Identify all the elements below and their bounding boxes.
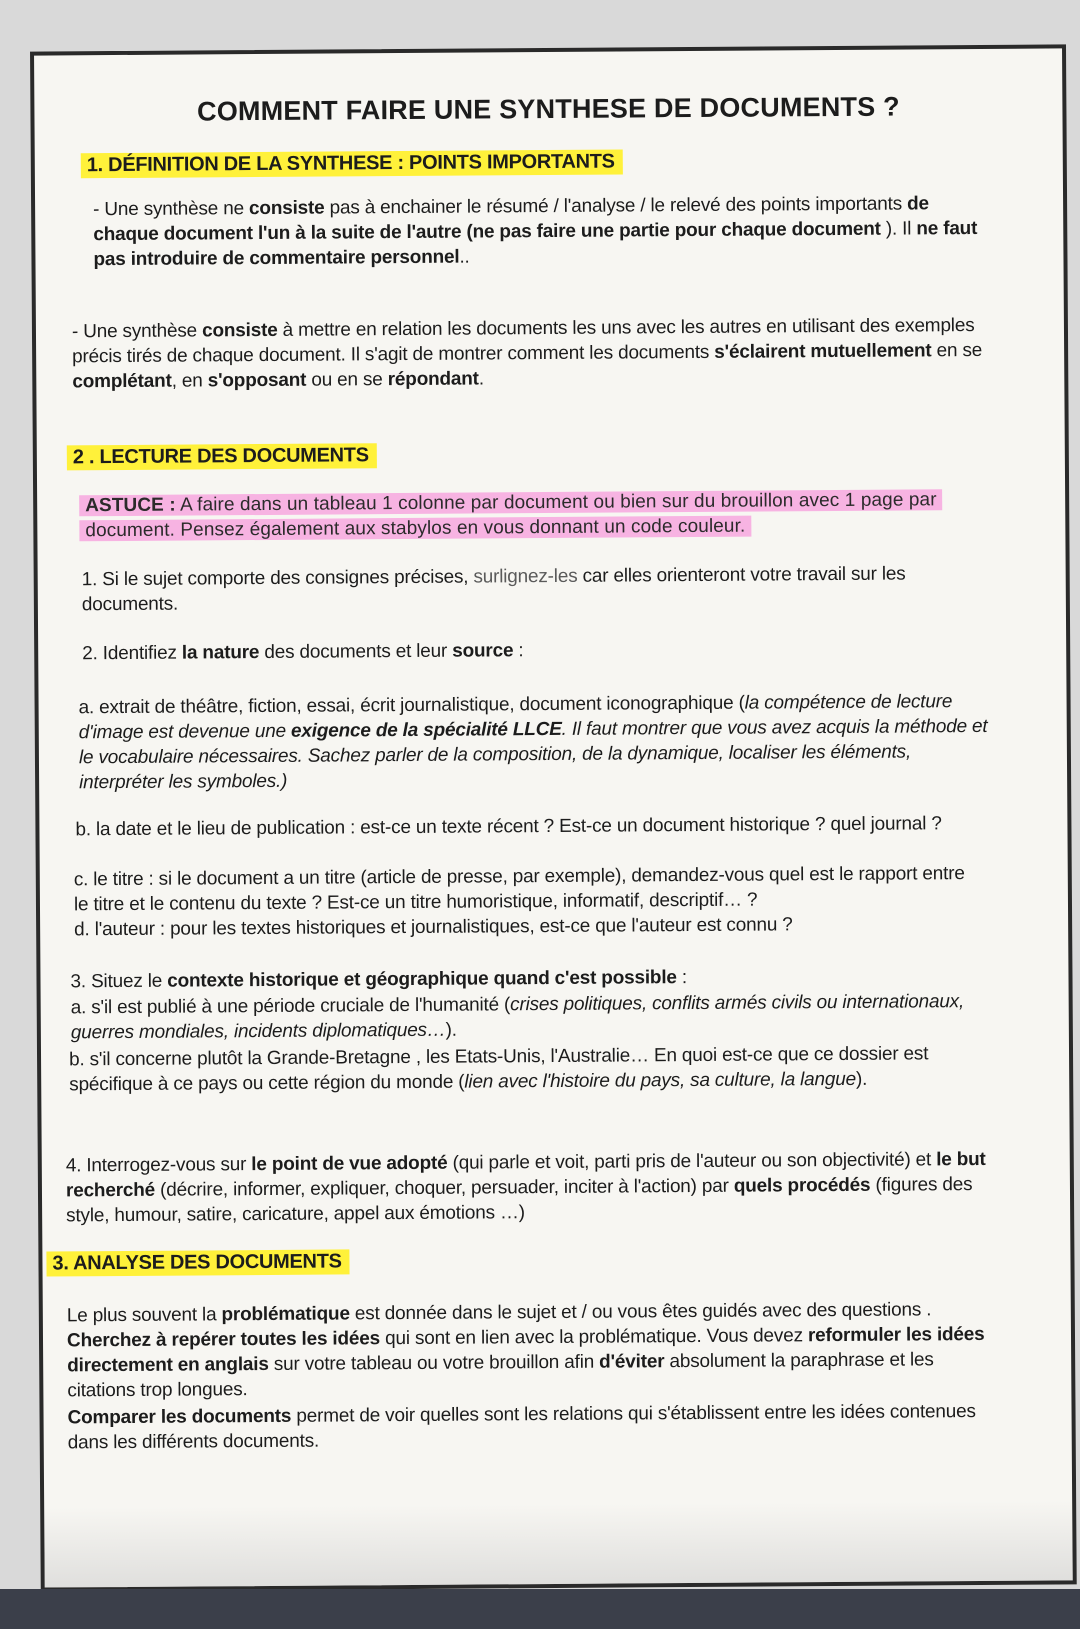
section1-paragraph-1: - Une synthèse ne consiste pas à enchainer le résumé / l'analyse / le relevé des points importants de chaque document l'un à la suite de l'autre (ne pas faire une partie pour chaque document ). Il ne faut pas introduire de commentaire personnel.. [93,193,978,271]
page-title: COMMENT FAIRE UNE SYNTHESE DE DOCUMENTS ? [196,91,900,127]
astuce-note: ASTUCE : A faire dans un tableau 1 colonne par document ou bien sur du brouillon avec 1 page par document. Pensez également aux stabylos en vous donnant un code couleur. [79,487,989,543]
lecture-item-b: b. la date et le lieu de publication : est-ce un texte récent ? Est-ce un document historique ? quel journal ? [75,813,942,841]
lecture-item-3: 3. Situez le contexte historique et géographique quand c'est possible : [70,967,688,993]
lecture-item-4: 4. Interrogez-vous sur le point de vue adopté (qui parle et voit, parti pris de l'auteur ou son objectivité) et le but recherché (décrire, informer, expliquer, choquer, persuader, inciter à l'action) par quels procédés (figures des style, humour, satire, caricature, appel aux émotions …) [65,1148,986,1227]
section2-heading: 2 . LECTURE DES DOCUMENTS [67,443,377,470]
section1-heading: 1. DÉFINITION DE LA SYNTHESE : POINTS IMPORTANTS [81,149,623,178]
lecture-item-1: 1. Si le sujet comporte des consignes précises, surlignez-les car elles orienteront votre travail sur les documents. [81,563,906,616]
background-surface [0,1589,1080,1629]
section3-heading: 3. ANALYSE DES DOCUMENTS [46,1249,349,1276]
lecture-item-a: a. extrait de théâtre, fiction, essai, écrit journalistique, document iconographique (la compétence de lecture d'image est devenue une exigence de la spécialité LLCE. Il faut montrer que vous avez acquis la méthode et le vocabulaire nécessaires. Sachez parler de la composition, de la dynamique, localiser les éléments, interpréter les symboles.) [78,691,988,794]
page-shadow [44,1500,1073,1587]
analyse-paragraph-2: Comparer les documents permet de voir quelles sont les relations qui s'établissent entre les idées contenues dans les différents documents. [67,1401,976,1454]
document-page [30,44,1077,1591]
section1-paragraph-2: - Une synthèse consiste à mettre en relation les documents les uns avec les autres en utilisant des exemples précis tirés de chaque document. Il s'agit de montrer comment les documents s'éclairent mutuellement en se complétant, en s'opposant ou en se répondant. [71,315,983,393]
lecture-item-3b: b. s'il concerne plutôt la Grande-Bretagne , les Etats-Unis, l'Australie… En quoi est-ce que ce dossier est spécifique à ce pays ou cette région du monde (lien avec l'histoire du pays, sa culture, la langue). [68,1043,929,1096]
lecture-item-2: 2. Identifiez la nature des documents et leur source : [82,640,524,665]
analyse-paragraph-1: Le plus souvent la problématique est donnée dans le sujet et / ou vous êtes guidés avec des questions . Cherchez à repérer toutes les idées qui sont en lien avec la problématique. Vous devez reformuler les idées directement en anglais sur votre tableau ou votre brouillon afin d'éviter absolument la paraphrase et les citations trop longues. [66,1299,985,1402]
lecture-item-d: d. l'auteur : pour les textes historiques et journalistiques, est-ce que l'auteur est connu ? [74,914,793,941]
lecture-item-3a: a. s'il est publié à une période cruciale de l'humanité (crises politiques, conflits armés civils ou internationaux, guerres mondiales, incidents diplomatiques…). [70,991,965,1044]
lecture-item-c: c. le titre : si le document a un titre (article de presse, par exemple), demandez-vous quel est le rapport entre le titre et le contenu du texte ? Est-ce un titre humoristique, informatif, descriptif… ? [73,863,965,916]
